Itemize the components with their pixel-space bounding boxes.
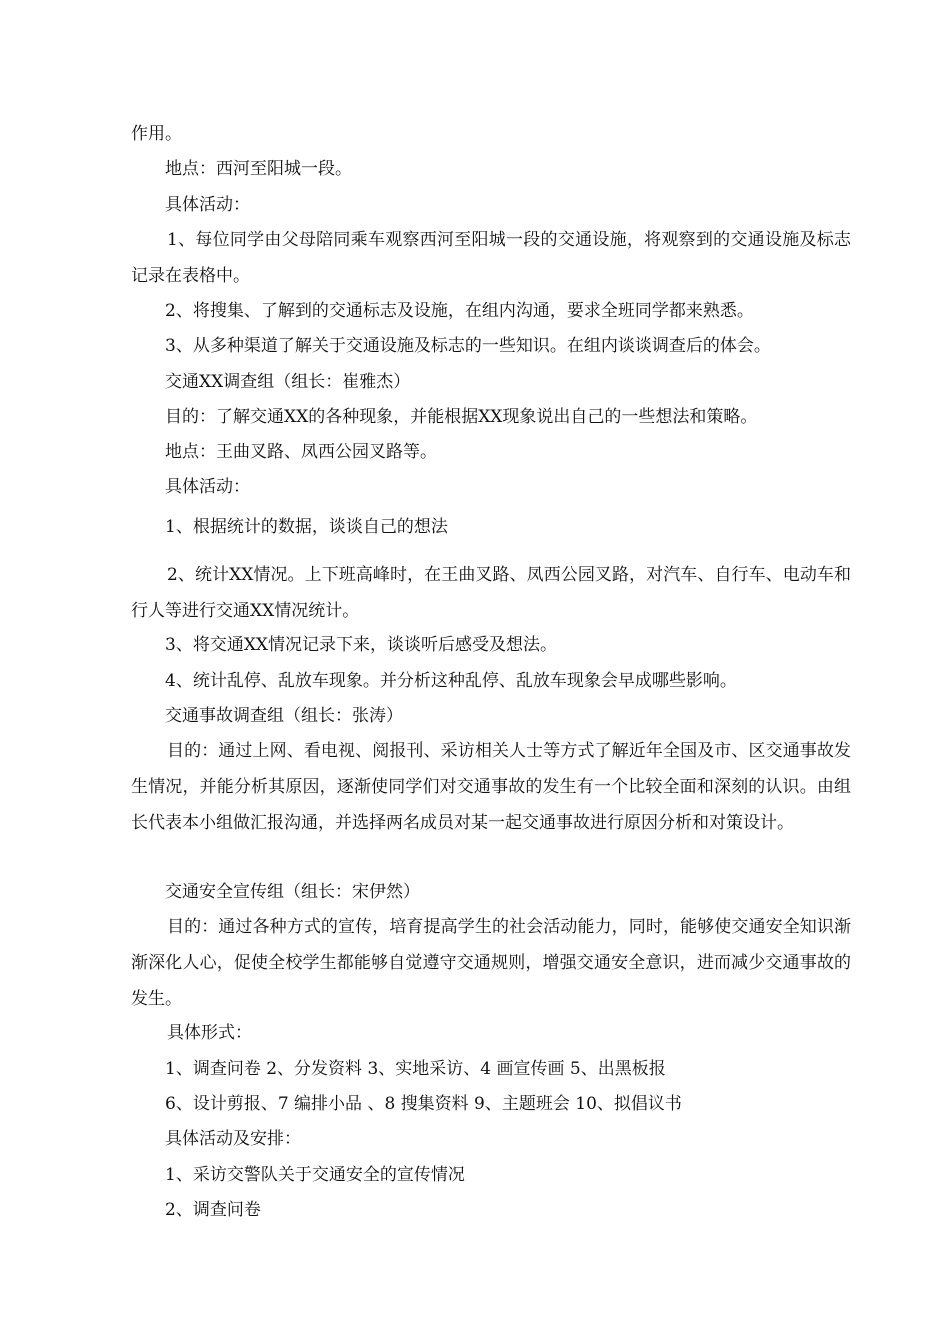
- paragraph-forms-list-1: 1、调查问卷 2、分发资料 3、实地采访、4 画宣传画 5、出黑板报: [165, 1059, 666, 1079]
- paragraph-activities-heading: 具体活动：: [165, 195, 250, 215]
- group-heading-traffic-xx: 交通XX调查组（组长：崔雅杰）: [165, 372, 411, 392]
- paragraph-activity-2: 2、将搜集、了解到的交通标志及设施，在组内沟通，要求全班同学都来熟悉。: [165, 301, 754, 321]
- paragraph-schedule-heading: 具体活动及安排：: [165, 1129, 301, 1149]
- paragraph-activity-3: 3、将交通XX情况记录下来，谈谈听后感受及想法。: [165, 635, 558, 655]
- paragraph-forms-list-2: 6、设计剪报、7 编排小品 、8 搜集资料 9、主题班会 10、拟倡议书: [165, 1094, 682, 1114]
- paragraph-forms-heading: 具体形式：: [167, 1023, 252, 1043]
- group-heading-publicity: 交通安全宣传组（组长：宋伊然）: [165, 882, 420, 902]
- paragraph-continuation: 作用。: [131, 124, 182, 144]
- paragraph-activity-1: 1、每位同学由父母陪同乘车观察西河至阳城一段的交通设施，将观察到的交通设施及标志记录在表格中。: [131, 230, 851, 286]
- paragraph-purpose: 目的：通过上网、看电视、阅报刊、采访相关人士等方式了解近年全国及市、区交通事故发生情况，并能分析其原因，逐渐使同学们对交通事故的发生有一个比较全面和深刻的认识。由组长代表本小组做汇报沟通，并选择两名成员对某一起交通事故进行原因分析和对策设计。: [131, 741, 851, 833]
- paragraph-activities-heading: 具体活动：: [165, 477, 250, 497]
- paragraph-location: 地点：西河至阳城一段。: [165, 159, 352, 179]
- paragraph-activity-3: 3、从多种渠道了解关于交通设施及标志的一些知识。在组内谈谈调查后的体会。: [165, 336, 771, 356]
- paragraph-purpose: 目的：了解交通XX的各种现象，并能根据XX现象说出自己的一些想法和策略。: [165, 407, 758, 427]
- paragraph-location: 地点：王曲叉路、凤西公园叉路等。: [165, 442, 437, 462]
- paragraph-schedule-1: 1、采访交警队关于交通安全的宣传情况: [165, 1165, 465, 1185]
- paragraph-activity-1: 1、根据统计的数据，谈谈自己的想法: [165, 517, 448, 537]
- paragraph-activity-2: 2、统计XX情况。上下班高峰时，在王曲叉路、凤西公园叉路，对汽车、自行车、电动车和行人等进行交通XX情况统计。: [131, 565, 851, 621]
- paragraph-purpose: 目的：通过各种方式的宣传，培育提高学生的社会活动能力，同时，能够使交通安全知识渐渐深化人心，促使全校学生都能够自觉遵守交通规则，增强交通安全意识，进而减少交通事故的发生。: [131, 917, 851, 1009]
- paragraph-schedule-2: 2、调查问卷: [165, 1200, 261, 1220]
- group-heading-accident: 交通事故调查组（组长：张涛）: [165, 706, 403, 726]
- paragraph-activity-4: 4、统计乱停、乱放车现象。并分析这种乱停、乱放车现象会早成哪些影响。: [165, 671, 737, 691]
